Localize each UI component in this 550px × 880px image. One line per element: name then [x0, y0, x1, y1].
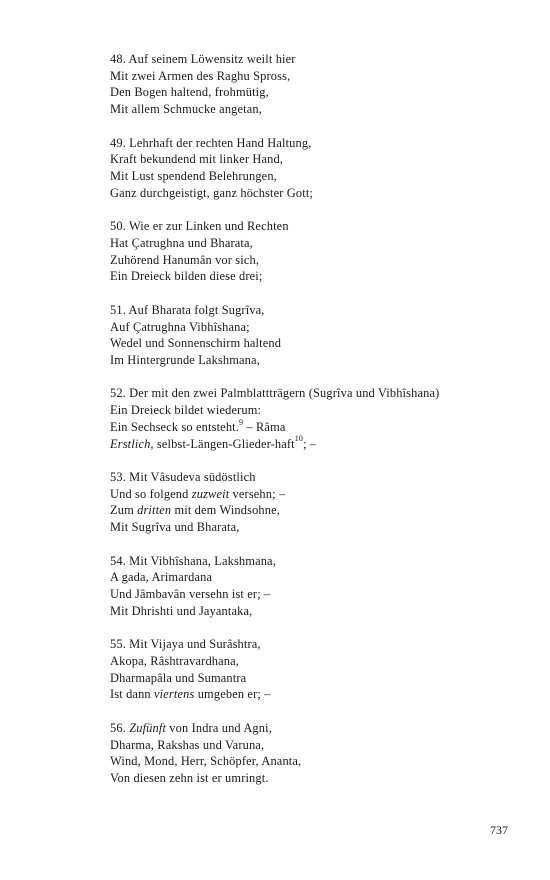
- verse-text: 50. Wie er zur Linken und Rechten: [110, 219, 289, 234]
- verse-text: ; –: [303, 436, 317, 451]
- verse-stanza: [110, 469, 530, 536]
- verse-text: 52. Der mit den zwei Palmblattträgern (Sugrîva und Vibhîshana): [110, 386, 440, 401]
- verse-text: Mit zwei Armen des Raghu Spross,: [110, 68, 291, 83]
- verse-text: 53. Mit Vâsudeva südöstlich: [110, 470, 256, 485]
- verse-text: 48. Auf seinem Löwensitz weilt hier: [110, 52, 296, 66]
- verse-text: Ein Sechseck so entsteht.: [110, 419, 240, 434]
- verse-line: [110, 352, 530, 369]
- verse-text: Ganz durchgeistigt, ganz höchster Gott;: [110, 185, 314, 200]
- verse-line: [110, 168, 530, 185]
- verse-line: [110, 553, 530, 570]
- verse-line: [110, 252, 530, 269]
- verse-line: [110, 770, 530, 787]
- verse-line: [110, 670, 530, 687]
- verse-line: [110, 68, 530, 85]
- verse-text: Ein Dreieck bildet wiederum:: [110, 403, 262, 418]
- verse-line: [110, 502, 530, 519]
- verse-text: von Indra und Agni,: [166, 720, 272, 735]
- verse-line: [110, 519, 530, 536]
- verse-line: [110, 753, 530, 770]
- verse-line: [110, 319, 530, 336]
- page-number: 737: [490, 823, 508, 837]
- verse-text: Wind, Mond, Herr, Schöpfer, Ananta,: [110, 754, 302, 769]
- verse-line: [110, 469, 530, 486]
- verse-text: Von diesen zehn ist er umringt.: [110, 770, 269, 785]
- emphasized-text: Erstlich,: [110, 436, 154, 451]
- verse-text: umgeben er; –: [194, 687, 271, 702]
- emphasized-text: Zufünft: [129, 720, 167, 735]
- verse-text: Dharma, Rakshas und Varuna,: [110, 737, 265, 752]
- verse-stanza: [110, 385, 530, 452]
- verse-text: Mit Dhrishti und Jayantaka,: [110, 603, 253, 618]
- verse-line: [110, 335, 530, 352]
- verse-line: [110, 135, 530, 152]
- verse-text: Wedel und Sonnenschirm haltend: [110, 336, 282, 351]
- verse-line: [110, 569, 530, 586]
- verse-text: Mit Lust spendend Belehrungen,: [110, 169, 277, 184]
- verse-line: [110, 486, 530, 503]
- verse-text: A gada, Arimardana: [110, 570, 213, 585]
- verse-line: [110, 218, 530, 235]
- verse-text: Und Jâmbavân versehn ist er; –: [110, 587, 271, 602]
- verse-stanza: [110, 553, 530, 620]
- verse-text: Dharmapâla und Sumantra: [110, 670, 247, 685]
- verse-text: Ein Dreieck bilden diese drei;: [110, 269, 263, 284]
- verse-line: [110, 737, 530, 754]
- verse-text: Auf Çatrughna Vibhîshana;: [110, 319, 250, 334]
- verse-text: Im Hintergrunde Lakshmana,: [110, 352, 260, 367]
- verse-stanza: [110, 218, 530, 285]
- verse-stanza: [110, 135, 530, 202]
- emphasized-text: zuzweit: [191, 486, 230, 501]
- emphasized-text: viertens: [154, 687, 195, 702]
- verse-line: [110, 151, 530, 168]
- verse-text: Zum: [110, 503, 138, 518]
- verse-text: 54. Mit Vibhîshana, Lakshmana,: [110, 553, 276, 568]
- verse-line: [110, 436, 530, 453]
- verse-stanza: [110, 51, 530, 118]
- verse-text: versehn; –: [229, 486, 286, 501]
- verse-text-block: [110, 51, 530, 787]
- verse-text: 49. Lehrhaft der rechten Hand Haltung,: [110, 135, 312, 150]
- verse-text: – Râma: [243, 419, 286, 434]
- verse-line: [110, 385, 530, 402]
- verse-line: [110, 268, 530, 285]
- verse-line: [110, 586, 530, 603]
- verse-text: Mit Sugrîva und Bharata,: [110, 520, 240, 535]
- verse-line: [110, 84, 530, 101]
- verse-line: [110, 302, 530, 319]
- verse-line: [110, 653, 530, 670]
- verse-text: Zuhörend Hanumân vor sich,: [110, 252, 260, 267]
- verse-line: [110, 720, 530, 737]
- verse-stanza: [110, 302, 530, 369]
- verse-line: [110, 603, 530, 620]
- verse-line: [110, 51, 530, 68]
- verse-text: 51. Auf Bharata folgt Sugrîva,: [110, 302, 265, 317]
- verse-text: Mit allem Schmucke angetan,: [110, 102, 263, 117]
- verse-line: [110, 686, 530, 703]
- verse-text: 56.: [110, 720, 130, 735]
- footnote-marker: 9: [239, 417, 244, 427]
- verse-text: Akopa, Râshtravardhana,: [110, 653, 240, 668]
- verse-line: [110, 101, 530, 118]
- verse-text: selbst-Längen-Glieder-haft: [153, 436, 295, 451]
- verse-line: [110, 636, 530, 653]
- verse-stanza: [110, 636, 530, 703]
- verse-text: 55. Mit Vijaya und Surâshtra,: [110, 637, 261, 652]
- verse-text: Ist dann: [110, 687, 155, 702]
- verse-stanza: [110, 720, 530, 787]
- verse-text: mit dem Windsohne,: [171, 503, 281, 518]
- verse-text: Den Bogen haltend, frohmütig,: [110, 85, 269, 100]
- footnote-marker: 10: [294, 434, 304, 444]
- emphasized-text: dritten: [137, 503, 172, 518]
- verse-text: Hat Çatrughna und Bharata,: [110, 235, 253, 250]
- verse-line: [110, 235, 530, 252]
- verse-text: Und so folgend: [110, 486, 192, 501]
- verse-line: [110, 402, 530, 419]
- verse-line: [110, 185, 530, 202]
- verse-text: Kraft bekundend mit linker Hand,: [110, 152, 284, 167]
- verse-line: [110, 419, 530, 436]
